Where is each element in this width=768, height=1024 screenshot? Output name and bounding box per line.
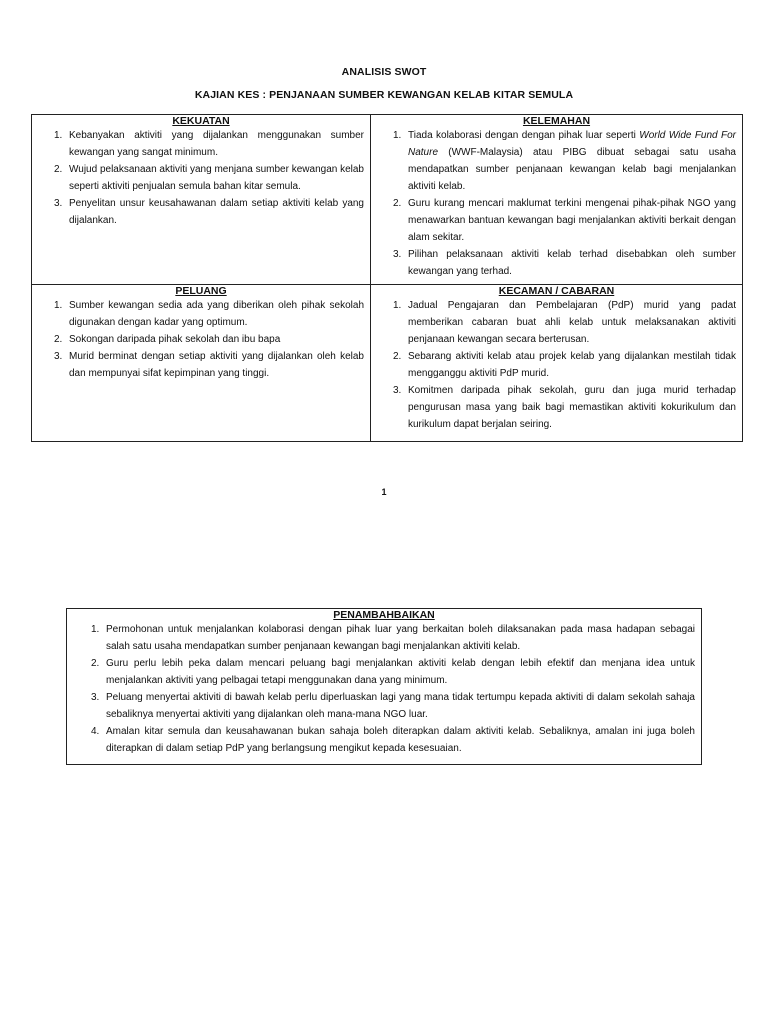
item-number: 4. xyxy=(91,726,100,737)
item-text: Amalan kitar semula dan keusahawanan bukan sahaja boleh diterapkan dalam aktiviti kelab. Sebaliknya, amalan ini juga boleh diterapkan di dalam setiap PdP yang berlangsung mengikut kepada kesesuaian. xyxy=(106,726,695,754)
item-number: 3. xyxy=(393,249,402,260)
item-text: Komitmen daripada pihak sekolah, guru dan juga murid terhadap pengurusan masa yang baik bagi memastikan aktiviti kokurikulum dan kurikulum dapat berjalan seiring. xyxy=(408,385,736,430)
list-item xyxy=(38,127,364,161)
list-item xyxy=(38,331,364,348)
item-text: Murid berminat dengan setiap aktiviti yang dijalankan oleh kelab dan mempunyai sifat kepimpinan yang tinggi. xyxy=(69,351,364,379)
swot-row-bottom xyxy=(32,285,743,442)
item-text: Peluang menyertai aktiviti di bawah kelab perlu diperluaskan lagi yang mana tidak tertumpu kepada aktiviti di dalam sekolah sahaja sebaliknya menyertai aktiviti yang dijalankan oleh mana-mana NGO luar. xyxy=(106,692,695,720)
weaknesses-cell xyxy=(371,115,743,285)
item-text: Permohonan untuk menjalankan kolaborasi dengan pihak luar yang berkaitan boleh dilaksanakan pada masa hadapan sebagai salah satu usaha mendapatkan sumber penjanaan kewangan bagi menjalankan aktiviti kelab. xyxy=(106,624,695,652)
opportunities-list xyxy=(38,297,364,382)
improvements-box xyxy=(66,608,702,765)
item-number: 2. xyxy=(54,334,63,345)
list-item xyxy=(38,195,364,229)
item-text: Pilihan pelaksanaan aktiviti kelab terhad disebabkan oleh sumber kewangan yang terhad. xyxy=(408,249,736,277)
item-text: Sokongan daripada pihak sekolah dan ibu bapa xyxy=(69,334,281,345)
improvements-list xyxy=(73,621,695,757)
list-item xyxy=(38,161,364,195)
list-item xyxy=(377,382,736,433)
item-text: Penyelitan unsur keusahawanan dalam setiap aktiviti kelab yang dijalankan. xyxy=(69,198,364,226)
opportunities-cell xyxy=(32,285,371,442)
item-text: Sumber kewangan sedia ada yang diberikan oleh pihak sekolah digunakan dengan kadar yang optimum. xyxy=(69,300,364,328)
item-text: Wujud pelaksanaan aktiviti yang menjana sumber kewangan kelab seperti aktiviti penjualan semula bahan kitar semula. xyxy=(69,164,364,192)
list-item xyxy=(377,246,736,280)
improvements-heading: PENAMBAHBAIKAN xyxy=(333,609,435,621)
organisation-name: World Wide Fund For Nature xyxy=(408,130,737,158)
list-item xyxy=(73,621,695,655)
weaknesses-list xyxy=(377,127,736,280)
list-item xyxy=(377,195,736,246)
item-number: 3. xyxy=(91,692,100,703)
strengths-cell xyxy=(32,115,371,285)
strengths-heading: KEKUATAN xyxy=(172,115,230,127)
item-text: Sebarang aktiviti kelab atau projek kelab yang dijalankan mestilah tidak mengganggu aktiviti PdP murid. xyxy=(408,351,736,379)
opportunities-heading: PELUANG xyxy=(175,285,227,297)
list-item xyxy=(377,348,736,382)
threats-cell xyxy=(371,285,743,442)
item-text: Guru kurang mencari maklumat terkini mengenai pihak-pihak NGO yang menawarkan bantuan kewangan bagi menjalankan aktiviti berkait dengan alam sekitar. xyxy=(408,198,736,243)
item-number: 1. xyxy=(54,300,63,311)
list-item xyxy=(73,655,695,689)
item-number: 1. xyxy=(393,130,402,141)
document-subtitle: KAJIAN KES : PENJANAAN SUMBER KEWANGAN KELAB KITAR SEMULA xyxy=(194,89,574,101)
item-number: 3. xyxy=(54,351,63,362)
item-text: Guru perlu lebih peka dalam mencari peluang bagi menjalankan aktiviti kelab dengan lebih efektif dan menjana idea untuk menjalankan aktiviti yang pelbagai tetapi menggunakan dana yang minimum. xyxy=(106,658,695,686)
swot-table xyxy=(31,114,743,442)
strengths-list xyxy=(38,127,364,229)
threats-list xyxy=(377,297,736,433)
item-number: 3. xyxy=(54,198,63,209)
page-number: 1 xyxy=(381,487,387,497)
item-number: 2. xyxy=(393,351,402,362)
list-item xyxy=(377,297,736,348)
list-item xyxy=(73,689,695,723)
threats-heading: KECAMAN / CABARAN xyxy=(498,285,615,297)
weaknesses-heading: KELEMAHAN xyxy=(522,115,591,127)
list-item xyxy=(38,297,364,331)
item-number: 1. xyxy=(54,130,63,141)
item-text: Kebanyakan aktiviti yang dijalankan menggunakan sumber kewangan yang sangat minimum. xyxy=(69,130,364,158)
item-text: Jadual Pengajaran dan Pembelajaran (PdP) murid yang padat memberikan cabaran buat ahli kelab untuk melaksanakan aktiviti penjanaan kewangan secara berterusan. xyxy=(408,300,736,345)
list-item xyxy=(73,723,695,757)
item-text: Tiada kolaborasi dengan dengan pihak luar seperti xyxy=(408,130,640,141)
swot-row-top xyxy=(32,115,743,285)
item-number: 2. xyxy=(91,658,100,669)
item-number: 2. xyxy=(54,164,63,175)
item-number: 1. xyxy=(91,624,100,635)
list-item xyxy=(38,348,364,382)
item-number: 2. xyxy=(393,198,402,209)
item-number: 3. xyxy=(393,385,402,396)
item-text: (WWF-Malaysia) atau PIBG dibuat sebagai satu usaha mendapatkan sumber penjanaan kewangan kelab bagi menjalankan aktiviti kelab. xyxy=(408,147,736,192)
document-title: ANALISIS SWOT xyxy=(341,66,427,78)
item-number: 1. xyxy=(393,300,402,311)
list-item xyxy=(377,127,736,195)
